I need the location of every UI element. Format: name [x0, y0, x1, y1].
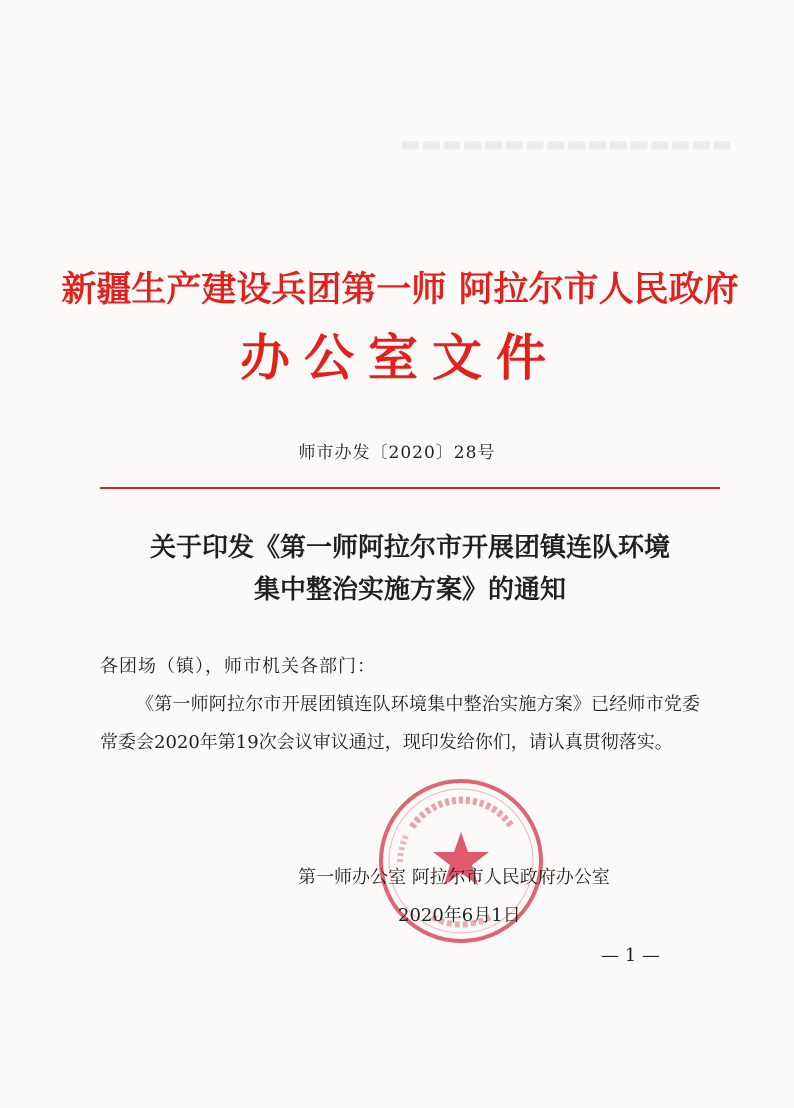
issue-date: 2020年6月1日 — [398, 905, 521, 926]
document-number: 师市办发〔2020〕28号 — [298, 443, 496, 463]
bleed-through-text: ▬▬▬▬▬▬▬▬▬▬▬▬▬▬▬▬ — [400, 132, 733, 157]
red-divider-line — [100, 487, 720, 489]
signing-authority: 第一师办公室 阿拉尔市人民政府办公室 — [298, 867, 610, 888]
page-number: — 1 — — [601, 945, 660, 966]
notice-title-line-2: 集中整治实施方案》的通知 — [253, 575, 566, 605]
salutation: 各团场（镇），师市机关各部门： — [100, 656, 376, 677]
document-type-header: 办公室文件 — [240, 329, 560, 387]
issuer-header: 新疆生产建设兵团第一师 阿拉尔市人民政府 — [61, 270, 739, 310]
notice-title-line-1: 关于印发《第一师阿拉尔市开展团镇连队环境 — [149, 533, 670, 563]
body-paragraph: 《第一师阿拉尔市开展团镇连队环境集中整治实施方案》已经师市党委常委会2020年第19次会议审议通过，现印发给你们，请认真贯彻落实。 — [100, 694, 700, 753]
